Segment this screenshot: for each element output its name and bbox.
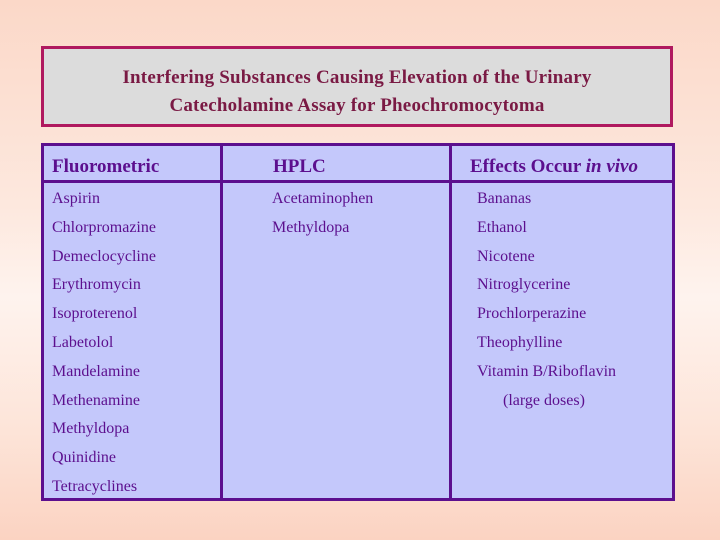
list-item: Chlorpromazine: [52, 218, 156, 236]
list-item: Isoproterenol: [52, 305, 138, 323]
title-line-1: Interfering Substances Causing Elevation of the Urinary: [122, 67, 592, 88]
list-item: Bananas: [477, 190, 532, 207]
fluorometric-list: [52, 190, 156, 507]
header-divider: [44, 180, 672, 183]
header-effects-italic: in vivo: [585, 156, 638, 177]
column-divider: [220, 146, 223, 498]
list-item: Acetaminophen: [272, 190, 374, 207]
list-item: Vitamin B/Riboflavin: [477, 362, 617, 380]
list-item: Labetolol: [52, 333, 114, 351]
header-fluorometric: Fluorometric: [52, 156, 160, 177]
header-hplc: HPLC: [273, 156, 326, 177]
hplc-list: [272, 190, 373, 248]
list-item: Quinidine: [52, 449, 116, 467]
list-item: Aspirin: [52, 190, 100, 207]
list-item: Theophylline: [477, 333, 563, 351]
header-effects-prefix: Effects Occur: [470, 156, 586, 177]
list-item: Methyldopa: [272, 218, 350, 236]
header-effects-in-vivo: [470, 156, 638, 178]
list-item: (large doses): [503, 391, 585, 409]
list-item: Mandelamine: [52, 362, 140, 380]
column-divider: [449, 146, 452, 498]
list-item: Demeclocycline: [52, 247, 156, 265]
list-item: Tetracyclines: [52, 477, 138, 495]
list-item: Methenamine: [52, 391, 140, 409]
list-item: Erythromycin: [52, 276, 141, 294]
substances-table: [41, 143, 675, 501]
list-item: Nitroglycerine: [477, 276, 571, 294]
title-line-2: Catecholamine Assay for Pheochromocytoma: [169, 95, 545, 116]
list-item: Methyldopa: [52, 420, 130, 438]
list-item: Nicotene: [477, 247, 535, 265]
list-item: Prochlorperazine: [477, 305, 587, 323]
list-item: Ethanol: [477, 218, 527, 236]
effects-in-vivo-list: [477, 190, 616, 420]
title-box: [41, 46, 673, 127]
